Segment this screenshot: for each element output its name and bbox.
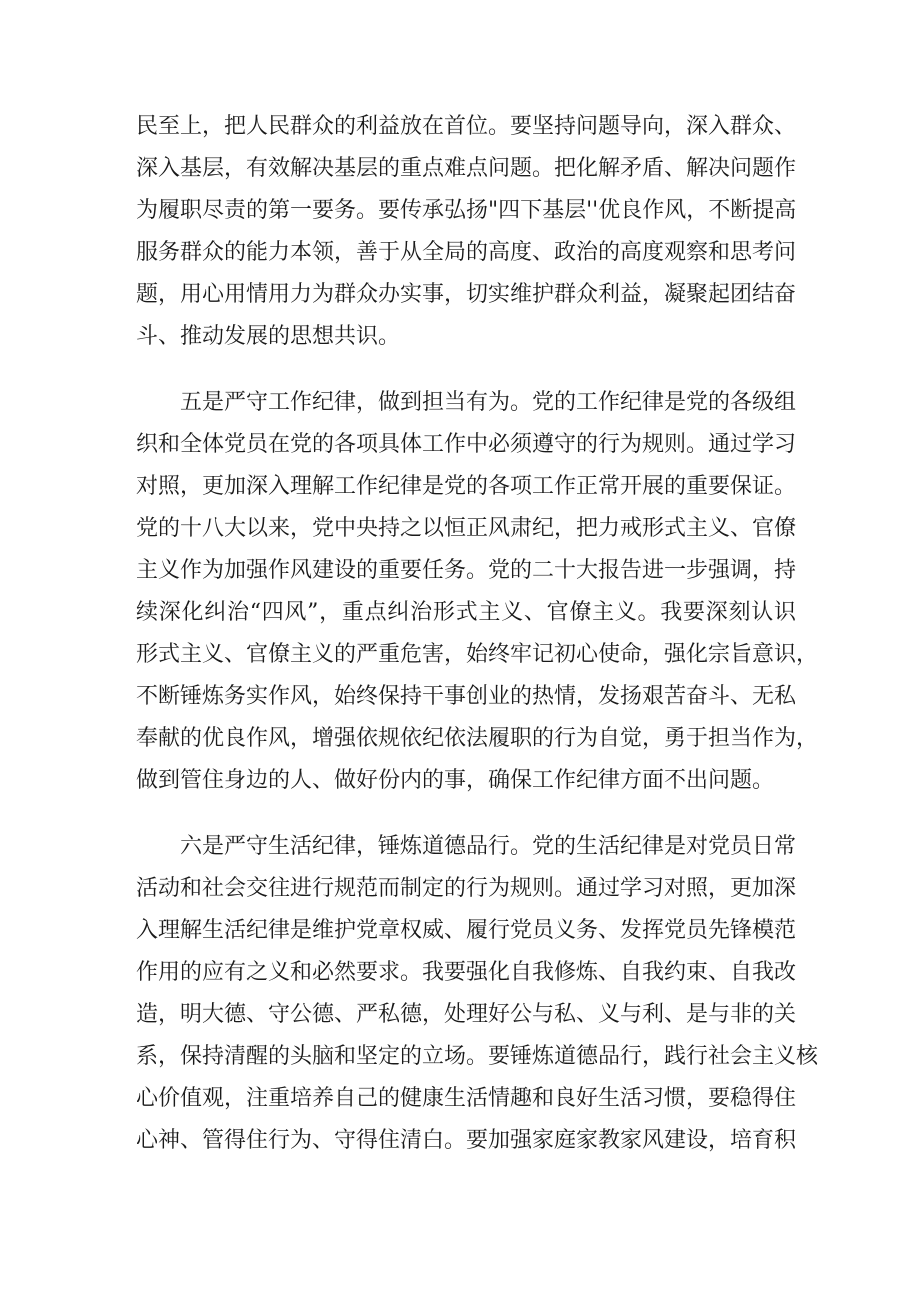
text-line: 造，明大德、守公德、严私德，处理好公与私、义与利、是与非的关 — [136, 1002, 797, 1027]
text-line: 续深化纠治“四风”，重点纠治形式主义、官僚主义。我要深刻认识 — [136, 600, 796, 625]
text-line: 斗、推动发展的思想共识。 — [136, 324, 401, 349]
text-line: 形式主义、官僚主义的严重危害，始终牢记初心使命，强化宗旨意识， — [136, 642, 819, 667]
paragraph-life-discipline — [136, 826, 819, 1162]
text-line: 作用的应有之义和必然要求。我要强化自我修炼、自我约束、自我改 — [136, 960, 797, 985]
text-line: 入理解生活纪律是维护党章权威、履行党员义务、发挥党员先锋模范 — [136, 918, 797, 943]
text-line: 服务群众的能力本领，善于从全局的高度、政治的高度观察和思考问 — [136, 240, 797, 265]
text-line: 活动和社会交往进行规范而制定的行为规则。通过学习对照，更加深 — [136, 876, 797, 901]
text-line: 心价值观，注重培养自己的健康生活情趣和良好生活习惯，要稳得住 — [136, 1086, 797, 1111]
text-line: 做到管住身边的人、做好份内的事，确保工作纪律方面不出问题。 — [136, 768, 775, 793]
text-line: 题，用心用情用力为群众办实事，切实维护群众利益，凝聚起团结奋 — [136, 282, 797, 307]
text-line: 六是严守生活纪律，锤炼道德品行。党的生活纪律是对党员日常 — [180, 834, 797, 859]
text-line: 为履职尽责的第一要务。要传承弘扬"四下基层''优良作风，不断提高 — [136, 198, 797, 223]
document-body — [136, 106, 819, 1162]
text-line: 不断锤炼务实作风，始终保持干事创业的热情，发扬艰苦奋斗、无私 — [136, 684, 797, 709]
text-line: 深入基层，有效解决基层的重点难点问题。把化解矛盾、解决问题作 — [136, 156, 797, 181]
text-line: 奉献的优良作风，增强依规依纪依法履职的行为自觉，勇于担当作为， — [136, 726, 819, 751]
text-line: 民至上，把人民群众的利益放在首位。要坚持问题导向，深入群众、 — [136, 114, 797, 139]
text-line: 党的十八大以来，党中央持之以恒正风肃纪，把力戒形式主义、官僚 — [136, 516, 797, 541]
text-line: 对照，更加深入理解工作纪律是党的各项工作正常开展的重要保证。 — [136, 474, 797, 499]
paragraph-work-discipline — [136, 382, 819, 802]
text-line: 五是严守工作纪律，做到担当有为。党的工作纪律是党的各级组 — [180, 390, 797, 415]
text-line: 心神、管得住行为、守得住清白。要加强家庭家教家风建设，培育积 — [136, 1128, 797, 1153]
text-line: 系，保持清醒的头脑和坚定的立场。要锤炼道德品行，践行社会主义核 — [136, 1044, 819, 1069]
text-line: 织和全体党员在党的各项具体工作中必须遵守的行为规则。通过学习 — [136, 432, 797, 457]
paragraph-gap — [136, 358, 796, 382]
paragraph-gap — [136, 802, 796, 826]
paragraph-continuation — [136, 106, 796, 358]
text-line: 主义作为加强作风建设的重要任务。党的二十大报告进一步强调，持 — [136, 558, 797, 583]
